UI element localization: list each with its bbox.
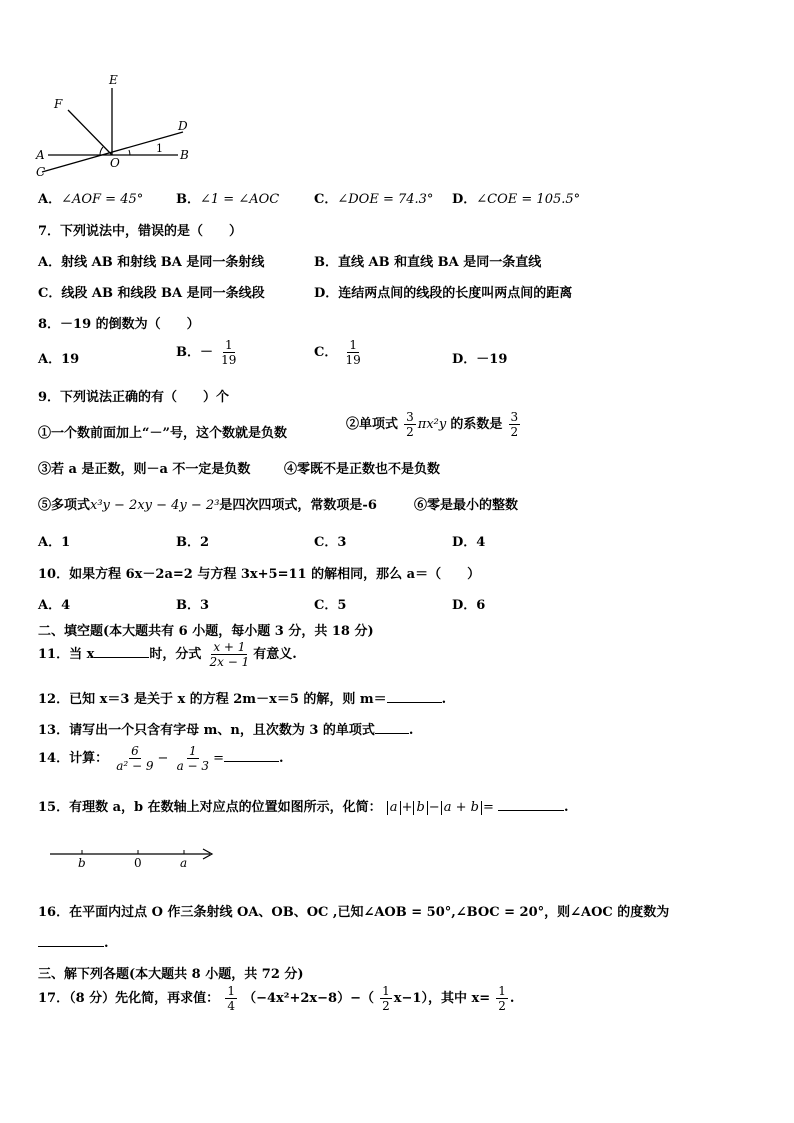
label-d: D (178, 119, 188, 133)
fraction: $\frac{1}{2}$ (498, 984, 506, 1013)
option-letter: B． (176, 192, 200, 207)
fraction: $\frac{3}{2}$ (406, 410, 414, 439)
angle-figure (30, 70, 200, 180)
label-o: O (110, 156, 120, 170)
fraction: $\frac{1}{a - 3}$ (176, 744, 210, 773)
q8-option-b[interactable] (176, 338, 240, 367)
q9-statement-6: ⑥零是最小的整数 (414, 498, 519, 513)
option-prefix: C． (314, 345, 338, 360)
q9-option-a[interactable]: A．1 (38, 535, 71, 550)
option-prefix: B．－ (176, 345, 213, 360)
q9-statement-3: ③若 a 是正数，则－a 不一定是负数 (38, 462, 251, 477)
option-text: ∠DOE = 74.3° (337, 192, 434, 207)
option-text: ∠AOF = 45° (61, 192, 144, 207)
q9-option-d[interactable]: D．4 (452, 535, 486, 550)
option-text: ∠COE = 105.5° (476, 192, 581, 207)
label-e: E (109, 73, 118, 87)
q16-answer-line: . (38, 936, 109, 951)
fraction: $\frac{3}{2}$ (510, 410, 519, 439)
q7-option-b[interactable]: B．直线 AB 和直线 BA 是同一条直线 (314, 255, 542, 270)
fraction: $\frac{1}{4}$ (227, 984, 235, 1013)
label-a: a (180, 856, 188, 870)
label-f: F (54, 97, 63, 111)
q9-statement-5: ⑤多项式x³y − 2xy − 4y − 2³是四次四项式，常数项是-6 (38, 498, 377, 513)
answer-blank[interactable] (224, 761, 279, 762)
answer-blank[interactable] (38, 946, 104, 947)
option-letter: D． (452, 192, 477, 207)
q8-stem: 8．－19 的倒数为（ ） (38, 317, 200, 332)
label-b: B (180, 148, 189, 162)
q8-option-a[interactable]: A．19 (38, 352, 80, 367)
q6-option-d[interactable] (452, 188, 580, 207)
q17: 17．（8 分）先化简，再求值： $\frac{1}{4}$ （−4x²+2x−8）−（ $\frac{1}{2}$ x−1），其中 x= $\frac{1}{2}$ . (38, 984, 515, 1013)
number-line (48, 842, 218, 872)
label-zero: 0 (134, 856, 142, 870)
label-c: C (36, 165, 46, 179)
angle-arc (100, 147, 103, 155)
option-letter: A． (38, 192, 62, 207)
fraction: $\frac{1}{19}$ (345, 338, 361, 367)
q10-option-d[interactable]: D．6 (452, 598, 486, 613)
fraction: $\frac{6}{\text{a² − 9}}$ (116, 744, 154, 773)
q16: 16．在平面内过点 O 作三条射线 OA、OB、OC ,已知∠AOB = 50°,∠BOC = 20°，则∠AOC 的度数为 (38, 905, 670, 920)
q6-option-b[interactable] (176, 188, 279, 207)
q10-option-c[interactable]: C．5 (314, 598, 347, 613)
q6-option-a[interactable] (38, 188, 143, 207)
fraction: $\frac{1}{19}$ (221, 338, 237, 367)
fraction: $\frac{1}{2}$ (382, 984, 390, 1013)
q9-statement-2: ②单项式 $\frac{3}{2}$ πx²y 的系数是 $\frac{3}{2}$ (346, 410, 519, 439)
q11: 11．当 x 时，分式 $\frac{x + 1}{2x - 1}$ 有意义. (38, 640, 297, 669)
q9-option-c[interactable]: C．3 (314, 535, 347, 550)
angle-1-arc (129, 150, 130, 155)
q7-option-d[interactable]: D．连结两点间的线段的长度叫两点间的距离 (314, 286, 573, 301)
q12: 12．已知 x＝3 是关于 x 的方程 2m－x＝5 的解，则 m＝ . (38, 692, 447, 707)
ray-of (68, 110, 112, 155)
q9-option-b[interactable]: B．2 (176, 535, 210, 550)
answer-blank[interactable] (94, 657, 149, 658)
q9-stem: 9．下列说法正确的有（ ）个 (38, 390, 230, 405)
q10-option-a[interactable]: A．4 (38, 598, 71, 613)
q7-option-c[interactable]: C．线段 AB 和线段 BA 是同一条线段 (38, 286, 265, 301)
q6-option-c[interactable] (314, 188, 433, 207)
answer-blank[interactable] (375, 733, 409, 734)
q14: 14．计算： $\frac{6}{\text{a² − 9}}$ − $\frac{1}{a - 3}$ = . (38, 744, 284, 773)
section-2-heading: 二、填空题(本大题共有 6 小题，每小题 3 分，共 18 分) (38, 624, 374, 639)
q7-option-a[interactable]: A．射线 AB 和射线 BA 是同一条射线 (38, 255, 265, 270)
label-a: A (36, 148, 45, 162)
q9-statement-1: ①一个数前面加上“－”号，这个数就是负数 (38, 426, 287, 441)
label-1: 1 (156, 142, 163, 155)
q8-option-d[interactable]: D．－19 (452, 352, 508, 367)
q8-option-c[interactable] (314, 338, 365, 367)
q9-statement-4: ④零既不是正数也不是负数 (284, 462, 441, 477)
q15: 15．有理数 a，b 在数轴上对应点的位置如图所示，化简： a + b − a + b = . (38, 799, 569, 815)
option-letter: C． (314, 192, 338, 207)
label-b: b (78, 856, 86, 870)
q10-option-b[interactable]: B．3 (176, 598, 210, 613)
section-3-heading: 三、解下列各题(本大题共 8 小题，共 72 分) (38, 967, 304, 982)
q7-stem: 7．下列说法中，错误的是（ ） (38, 224, 243, 239)
answer-blank[interactable] (498, 810, 564, 811)
q10-stem: 10．如果方程 6x－2a=2 与方程 3x+5=11 的解相同，那么 a＝（ ） (38, 567, 481, 582)
q13: 13．请写出一个只含有字母 m、n，且次数为 3 的单项式 . (38, 723, 414, 738)
option-text: ∠1 = ∠AOC (200, 192, 280, 207)
fraction: $\frac{x + 1}{2x - 1}$ (209, 640, 250, 669)
answer-blank[interactable] (387, 702, 442, 703)
